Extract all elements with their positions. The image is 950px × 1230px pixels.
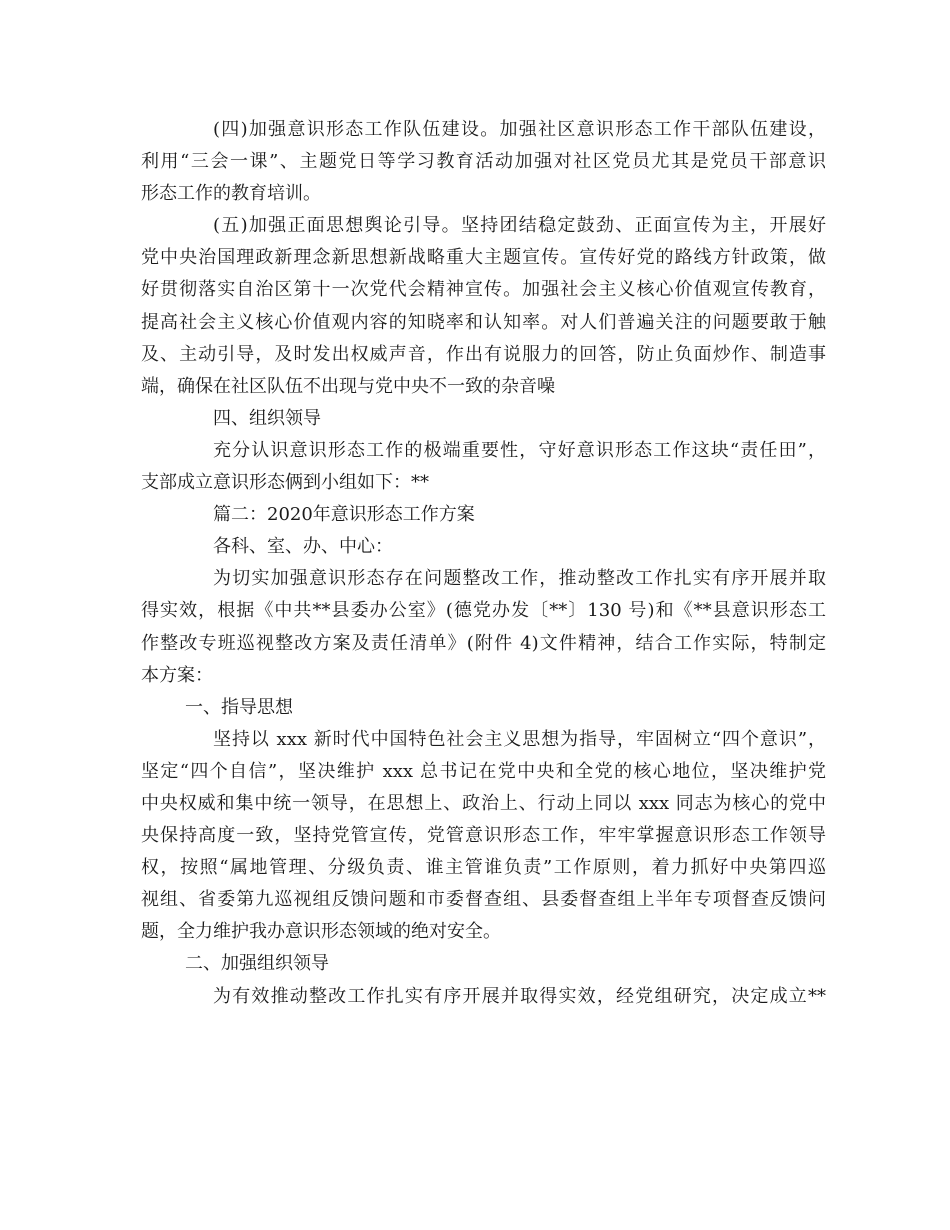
paragraph-line: 得实效，根据《中共**县委办公室》(德党办发〔**〕130 号)和《**县意识形态工 bbox=[141, 600, 826, 622]
paragraph-line: 为切实加强意识形态存在问题整改工作，推动整改工作扎实有序开展并取 bbox=[213, 568, 826, 590]
paragraph-line: 党中央治国理政新理念新思想新战略重大主题宣传。宣传好党的路线方针政策，做 bbox=[141, 247, 826, 269]
document-body bbox=[141, 114, 826, 1013]
paragraph-line: 好贯彻落实自治区第十一次党代会精神宣传。加强社会主义核心价值观宣传教育， bbox=[141, 279, 826, 301]
paragraph-line: 本方案： bbox=[141, 664, 213, 686]
paragraph-line: 权，按照“属地管理、分级负责、谁主管谁负责”工作原则，着力抓好中央第四巡 bbox=[141, 857, 826, 879]
paragraph-line: 提高社会主义核心价值观内容的知晓率和认知率。对人们普遍关注的问题要敢于触 bbox=[141, 311, 826, 333]
section-heading: 一、指导思想 bbox=[185, 696, 293, 718]
section-heading: 二、加强组织领导 bbox=[185, 953, 329, 975]
paragraph-line: (五)加强正面思想舆论引导。坚持团结稳定鼓劲、正面宣传为主，开展好 bbox=[213, 215, 826, 237]
salutation: 各科、室、办、中心： bbox=[213, 536, 393, 558]
paragraph-line: 视组、省委第九巡视组反馈问题和市委督查组、县委督查组上半年专项督查反馈问 bbox=[141, 889, 826, 911]
paragraph-line: 央保持高度一致，坚持党管宣传，党管意识形态工作，牢牢掌握意识形态工作领导 bbox=[141, 825, 826, 847]
paragraph-line: 题，全力维护我办意识形态领域的绝对安全。 bbox=[141, 921, 501, 943]
paragraph-line: 中央权威和集中统一领导，在思想上、政治上、行动上同以 xxx 同志为核心的党中 bbox=[141, 792, 826, 814]
paragraph-line: 坚定“四个自信”，坚决维护 xxx 总书记在党中央和全党的核心地位，坚决维护党 bbox=[141, 760, 826, 782]
paragraph-line: (四)加强意识形态工作队伍建设。加强社区意识形态工作干部队伍建设， bbox=[213, 119, 826, 140]
paragraph-line: 充分认识意识形态工作的极端重要性，守好意识形态工作这块“责任田”， bbox=[213, 439, 826, 461]
paragraph-line: 形态工作的教育培训。 bbox=[141, 183, 321, 205]
paragraph-line: 利用“三会一课”、主题党日等学习教育活动加强对社区党员尤其是党员干部意识 bbox=[141, 151, 826, 173]
paragraph-line: 支部成立意识形态俩到小组如下：** bbox=[141, 472, 429, 494]
paragraph-line: 为有效推动整改工作扎实有序开展并取得实效，经党组研究，决定成立** bbox=[213, 985, 826, 1007]
paragraph-line: 坚持以 xxx 新时代中国特色社会主义思想为指导，牢固树立“四个意识”， bbox=[213, 728, 826, 750]
section-heading: 四、组织领导 bbox=[213, 407, 321, 429]
document-title: 篇二：2020年意识形态工作方案 bbox=[213, 504, 475, 526]
paragraph-line: 端，确保在社区队伍不出现与党中央不一致的杂音噪 bbox=[141, 375, 555, 397]
paragraph-line: 及、主动引导，及时发出权威声音，作出有说服力的回答，防止负面炒作、制造事 bbox=[141, 343, 826, 365]
paragraph-line: 作整改专班巡视整改方案及责任清单》(附件 4)文件精神，结合工作实际，特制定 bbox=[141, 632, 826, 654]
